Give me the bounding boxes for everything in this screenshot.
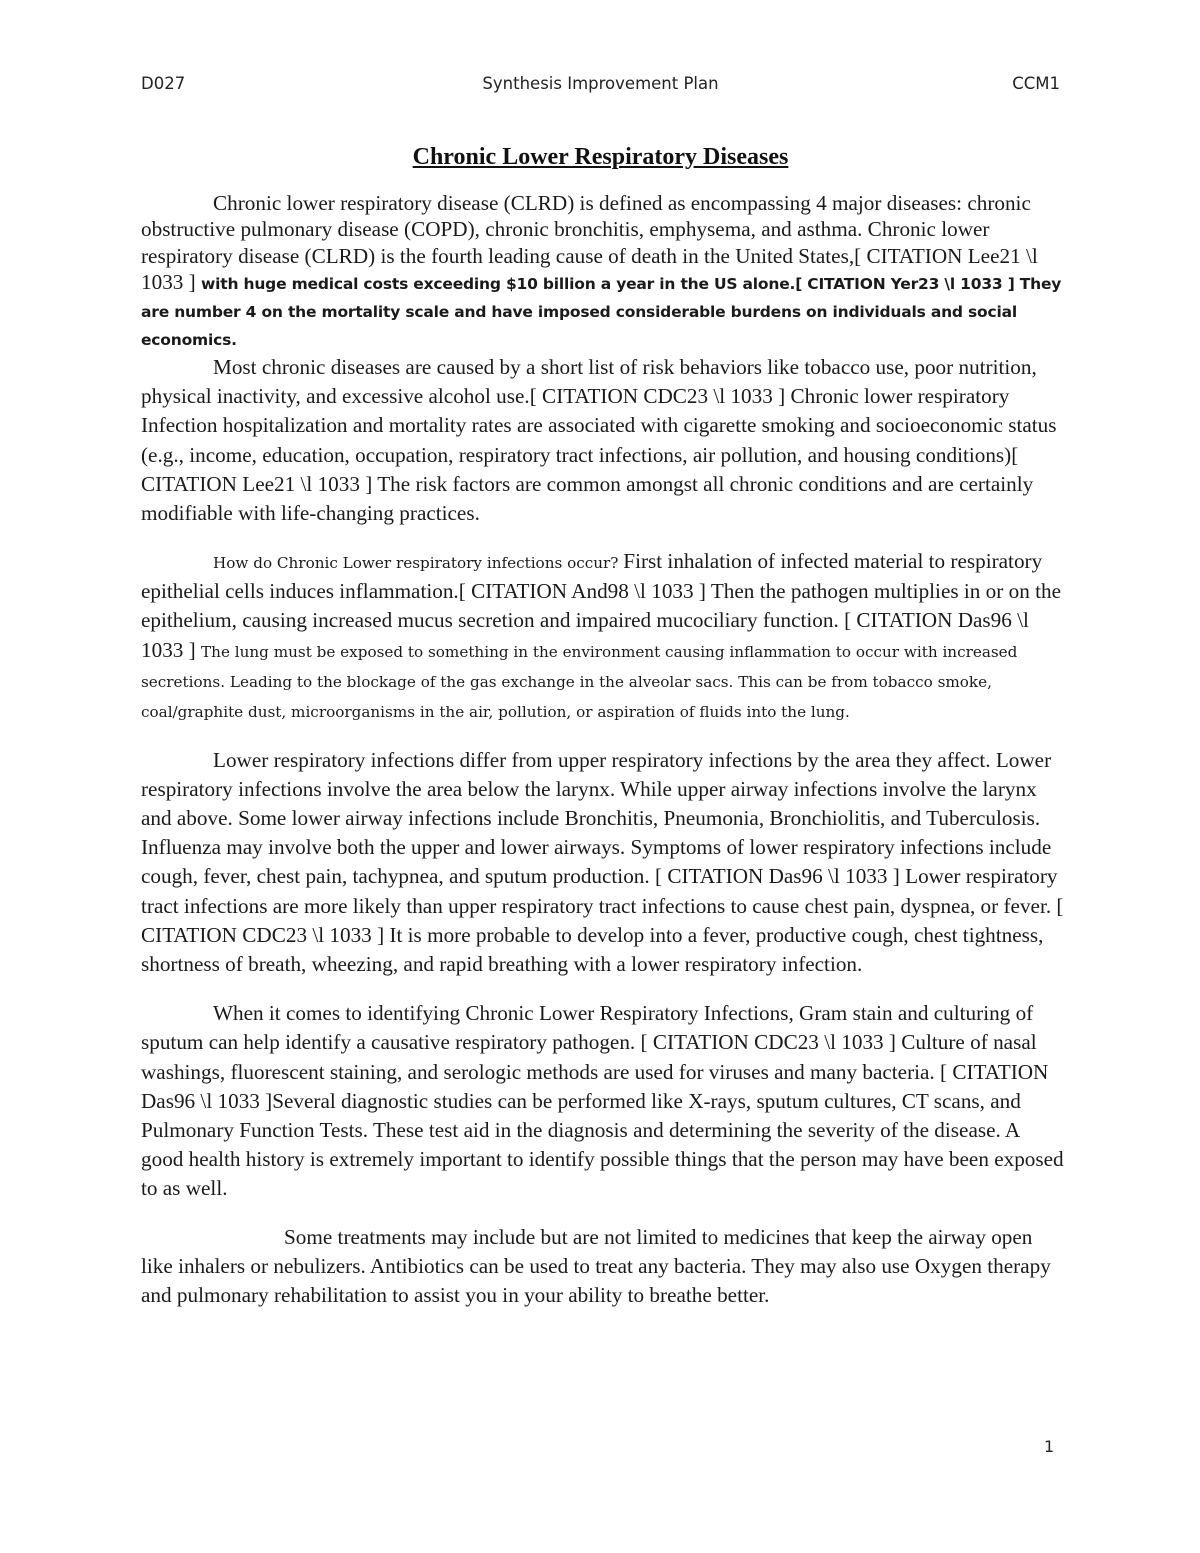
document-title: Chronic Lower Respiratory Diseases [412,144,789,170]
paragraph-definition-text: Chronic lower respiratory disease (CLRD) is defined as encompassing 4 major diseases: chronic obstructive pulmonary disease (COPD), chronic bronchitis, emphysema, and asthma. Chronic lower respiratory disease (CLRD) is the fourth leading cause of death in the United States,[ CITATION Lee21 \l 1033 ] [141,191,1038,294]
paragraph-definition-bold-text: with huge medical costs exceeding $10 billion a year in the US alone.[ CITATION Yer23 \l 1033 ] They are number 4 on the mortality scale and have imposed considerable burdens on individuals and social economics. [141,274,1062,349]
paragraph-symptoms: Lower respiratory infections differ from upper respiratory infections by the area they affect. Lower respiratory infections involve the area below the larynx. While upper airway infections involve the larynx and above. Some lower airway infections include Bronchitis, Pneumonia, Bronchiolitis, and Tuberculosis. Influenza may involve both the upper and lower airways. Symptoms of lower respiratory infections include cough, fever, chest pain, tachypnea, and sputum production. [ CITATION Das96 \l 1033 ] Lower respiratory tract infections are more likely than upper respiratory tract infections to cause chest pain, dyspnea, or fever. [ CITATION CDC23 \l 1033 ] It is more probable to develop into a fever, productive cough, chest tightness, shortness of breath, wheezing, and rapid breathing with a lower respiratory infection. [141,747,1064,976]
header-task-code: CCM1 [1012,74,1060,93]
page-number: 1 [1044,1437,1055,1456]
page-header [141,74,1060,98]
paragraph-pathogenesis-text: First inhalation of infected material to respiratory epithelial cells induces inflammation.[ CITATION And98 \l 1033 ] Then the pathogen multiplies in or on the epithelium, causing increased mucus secretion and impaired mucociliary function. [ CITATION Das96 \l 1033 ] [141,549,1061,662]
paragraph-treatment: Some treatments may include but are not limited to medicines that keep the airway open like inhalers or nebulizers. Antibiotics can be used to treat any bacteria. They may also use Oxygen therapy and pulmonary rehabilitation to assist you in your ability to breathe better. [141,1224,1051,1307]
paragraph-diagnosis: When it comes to identifying Chronic Lower Respiratory Infections, Gram stain and culturing of sputum can help identify a causative respiratory pathogen. [ CITATION CDC23 \l 1033 ] Culture of nasal washings, fluorescent staining, and serologic methods are used for viruses and many bacteria. [ CITATION Das96 \l 1033 ]Several diagnostic studies can be performed like X-rays, sputum cultures, CT scans, and Pulmonary Function Tests. These test aid in the diagnosis and determining the severity of the disease. A good health history is extremely important to identify possible things that the person may have been exposed to as well. [141,1001,1064,1201]
paragraph-pathogenesis [141,547,1066,725]
header-course-code: D027 [141,74,186,93]
paragraph-pathogenesis-lead: How do Chronic Lower respiratory infections occur? [213,554,624,573]
paragraph-definition [141,190,1066,353]
document-body [141,190,1066,1310]
header-document-title: Synthesis Improvement Plan [482,74,719,93]
paragraph-pathogenesis-tail: The lung must be exposed to something in the environment causing inflammation to occur with increased secretions. Leading to the blockage of the gas exchange in the alveolar sacs. This can be from tobacco smoke, coal/graphite dust, microorganisms in the air, pollution, or aspiration of fluids into the lung. [141,642,1018,721]
paragraph-risk-factors: Most chronic diseases are caused by a short list of risk behaviors like tobacco use, poor nutrition, physical inactivity, and excessive alcohol use.[ CITATION CDC23 \l 1033 ] Chronic lower respiratory Infection hospitalization and mortality rates are associated with cigarette smoking and socioeconomic status (e.g., income, education, occupation, respiratory tract infections, air pollution, and housing conditions)[ CITATION Lee21 \l 1033 ] The risk factors are common amongst all chronic conditions and are certainly modifiable with life-changing practices. [141,354,1057,525]
